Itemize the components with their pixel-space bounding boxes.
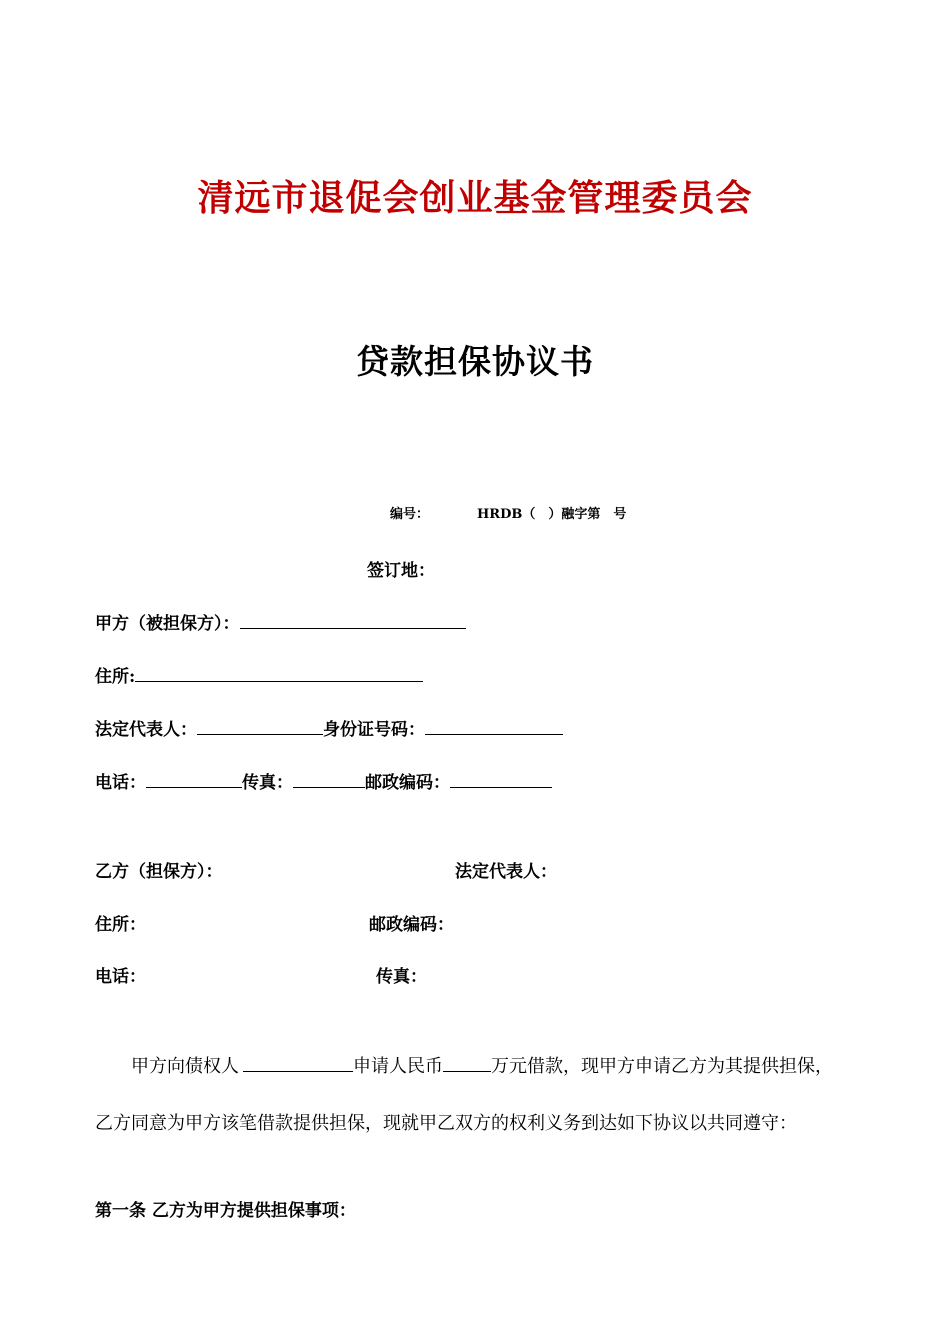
party-b-postcode-label: 邮政编码： — [369, 915, 454, 935]
para1-part1: 甲方向债权人 — [131, 1056, 239, 1077]
party-a-phone-label: 电话： — [95, 773, 146, 793]
number-code: HRDB（ ）融字第 号 — [477, 507, 627, 522]
signing-place-label: 签订地： — [367, 561, 435, 581]
party-a-name-row — [95, 609, 466, 634]
party-a-legal-rep-label: 法定代表人： — [95, 720, 197, 740]
party-a-fax-blank — [293, 769, 365, 788]
party-a-phone-blank — [146, 769, 242, 788]
party-a-legal-rep-blank — [197, 716, 323, 735]
party-a-address-row — [95, 662, 423, 687]
party-b-phone-label: 电话： — [95, 967, 146, 987]
party-a-address-blank — [135, 663, 423, 682]
article-1-heading: 第一条 乙方为甲方提供担保事项： — [95, 1201, 356, 1221]
document-title: 贷款担保协议书 — [356, 342, 594, 381]
party-a-address-label: 住所: — [95, 667, 136, 687]
party-a-postcode-label: 邮政编码： — [365, 773, 450, 793]
para1-part2: 申请人民币 — [353, 1056, 443, 1077]
party-a-name-label: 甲方（被担保方）： — [95, 614, 240, 634]
organization-title: 清远市退促会创业基金管理委员会 — [197, 177, 753, 219]
party-b-name-label: 乙方（担保方）： — [95, 862, 223, 882]
party-a-postcode-blank — [450, 769, 552, 788]
party-b-fax-label: 传真： — [376, 967, 427, 987]
party-a-id-label: 身份证号码： — [323, 720, 425, 740]
party-a-id-blank — [425, 716, 563, 735]
number-label: 编号： — [390, 507, 430, 522]
body-paragraph-2: 乙方同意为甲方该笔借款提供担保，现就甲乙双方的权利义务到达如下协议以共同遵守： — [95, 1113, 797, 1134]
body-paragraph-1 — [131, 1051, 833, 1078]
party-a-rep-row — [95, 715, 563, 740]
party-a-contact-row — [95, 768, 552, 793]
para1-part3: 万元借款，现甲方申请乙方为其提供担保， — [491, 1056, 833, 1077]
amount-blank — [443, 1051, 491, 1072]
party-b-address-label: 住所： — [95, 915, 146, 935]
party-a-fax-label: 传真： — [242, 773, 293, 793]
party-b-legal-rep-label: 法定代表人： — [455, 862, 557, 882]
creditor-blank — [243, 1051, 353, 1072]
party-a-name-blank — [240, 610, 466, 629]
